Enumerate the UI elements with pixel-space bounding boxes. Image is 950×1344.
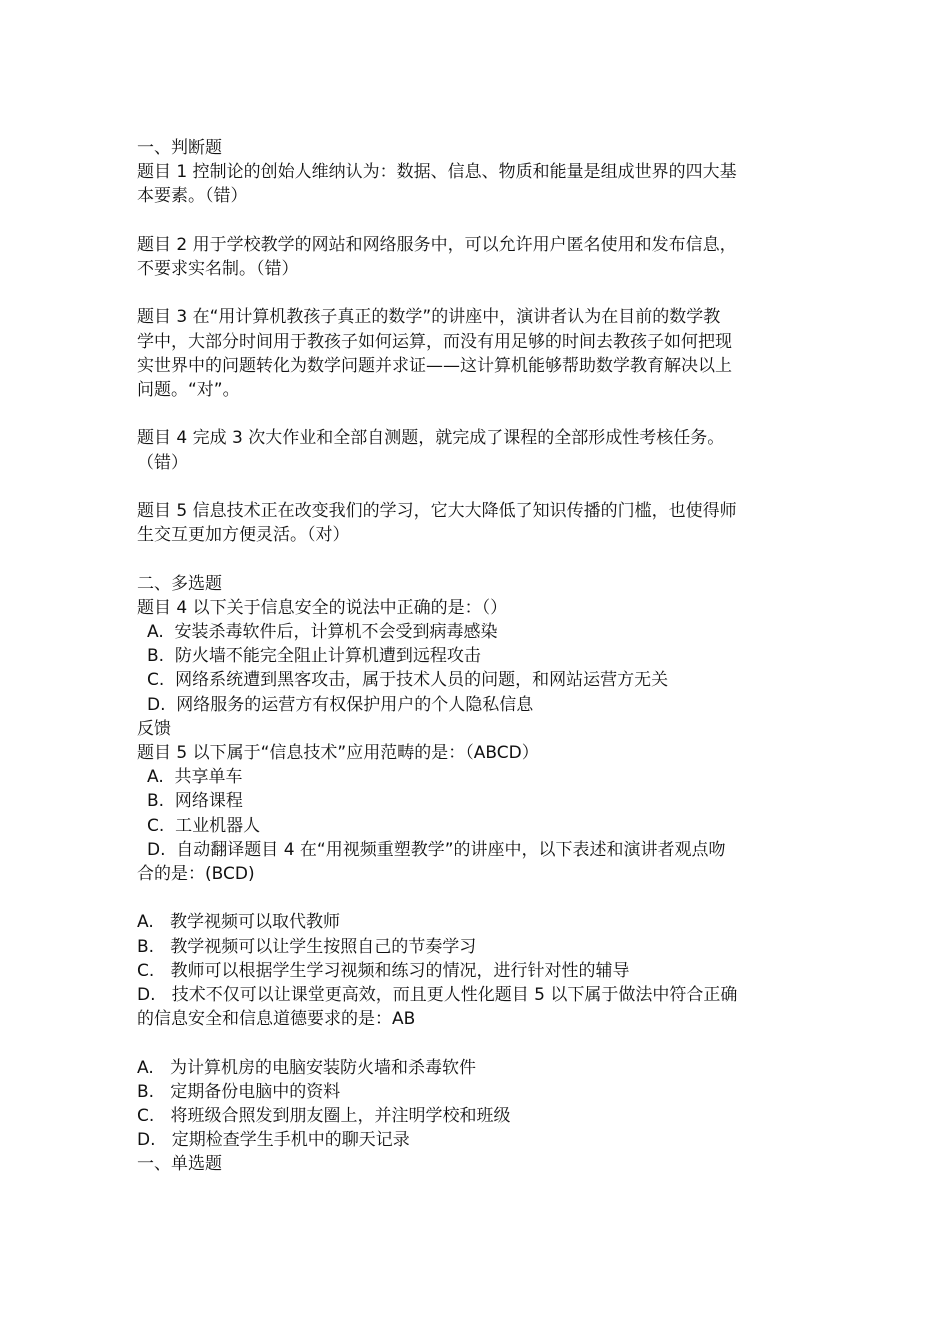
- section-heading-judgment: 一、判断题: [137, 138, 222, 158]
- mc-question-5-option-d: D. 自动翻译题目 4 在“用视频重塑教学”的讲座中，以下表述和演讲者观点吻: [147, 839, 726, 860]
- question-3-line-3: 实世界中的问题转化为数学问题并求证——这计算机能够帮助数学教育解决以上: [137, 355, 732, 376]
- question-3-line-2: 学中，大部分时间用于教孩子如何运算，而没有用足够的时间去教孩子如何把现: [137, 331, 732, 352]
- mc-question-4-option-a: A. 安装杀毒软件后，计算机不会受到病毒感染: [147, 621, 498, 642]
- question-1-line-1: 题目 1 控制论的创始人维纳认为：数据、信息、物质和能量是组成世界的四大基: [137, 162, 737, 183]
- section-heading-single-choice: 一、单选题: [137, 1154, 222, 1175]
- question-3-line-4: 问题。“对”。: [137, 380, 240, 400]
- mc-question-5-option-a: A. 共享单车: [147, 767, 243, 788]
- question-1-line-2: 本要素。（错）: [137, 186, 248, 207]
- security-question-option-d: D. 定期检查学生手机中的聊天记录: [137, 1130, 410, 1151]
- mc-question-4-stem: 题目 4 以下关于信息安全的说法中正确的是：（）: [137, 597, 508, 618]
- video-question-option-b: B. 教学视频可以让学生按照自己的节奏学习: [137, 936, 477, 957]
- mc-question-4-option-c: C. 网络系统遭到黑客攻击，属于技术人员的问题，和网站运营方无关: [147, 670, 669, 691]
- question-2-line-2: 不要求实名制。（错）: [137, 259, 299, 279]
- video-question-option-a: A. 教学视频可以取代教师: [137, 912, 340, 933]
- question-4-line-2: （错）: [137, 452, 188, 473]
- mc-question-4-option-d: D. 网络服务的运营方有权保护用户的个人隐私信息: [147, 694, 534, 715]
- feedback-label: 反馈: [137, 718, 171, 739]
- section-heading-multiple-choice: 二、多选题: [137, 573, 222, 594]
- security-question-stem-cont: 的信息安全和信息道德要求的是：AB: [137, 1009, 416, 1030]
- mc-question-5-option-b: B. 网络课程: [147, 791, 243, 812]
- question-5-line-2: 生交互更加方便灵活。（对）: [137, 525, 350, 546]
- document-page: [137, 136, 817, 1177]
- security-question-option-b: B. 定期备份电脑中的资料: [137, 1081, 341, 1102]
- video-question-option-c: C. 教师可以根据学生学习视频和练习的情况，进行针对性的辅导: [137, 960, 630, 981]
- question-3-line-1: 题目 3 在“用计算机教孩子真正的数学”的讲座中，演讲者认为在目前的数学教: [137, 307, 721, 328]
- video-question-option-d: D. 技术不仅可以让课堂更高效，而且更人性化题目 5 以下属于做法中符合正确: [137, 985, 738, 1006]
- security-question-option-a: A. 为计算机房的电脑安装防火墙和杀毒软件: [137, 1057, 476, 1078]
- video-question-stem-cont: 合的是：(BCD): [137, 864, 255, 885]
- security-question-option-c: C. 将班级合照发到朋友圈上，并注明学校和班级: [137, 1106, 511, 1127]
- mc-question-4-option-b: B. 防火墙不能完全阻止计算机遭到远程攻击: [147, 646, 481, 667]
- question-5-line-1: 题目 5 信息技术正在改变我们的学习，它大大降低了知识传播的门槛，也使得师: [137, 500, 737, 521]
- question-4-line-1: 题目 4 完成 3 次大作业和全部自测题，就完成了课程的全部形成性考核任务。: [137, 428, 725, 449]
- mc-question-5-stem: 题目 5 以下属于“信息技术”应用范畴的是：（ABCD）: [137, 743, 539, 763]
- mc-question-5-option-c: C. 工业机器人: [147, 815, 261, 836]
- question-2-line-1: 题目 2 用于学校教学的网站和网络服务中，可以允许用户匿名使用和发布信息，: [137, 234, 737, 255]
